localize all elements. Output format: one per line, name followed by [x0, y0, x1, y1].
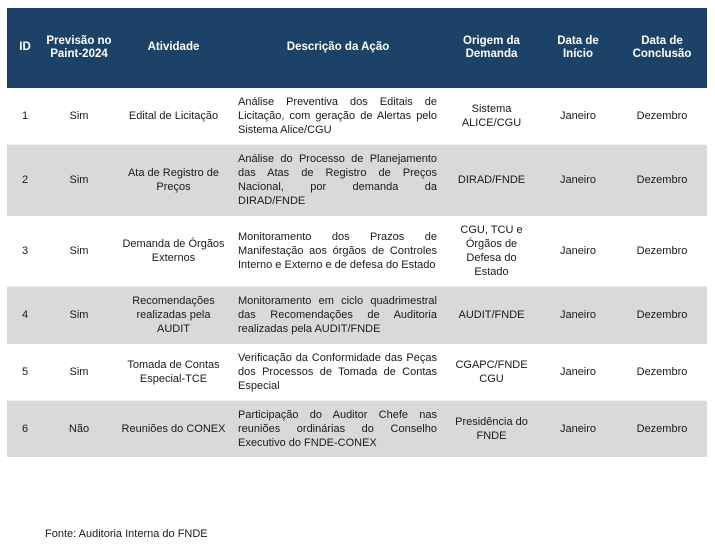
cell-origem: AUDIT/FNDE	[444, 287, 539, 344]
table-header-row	[7, 8, 707, 88]
cell-origem: CGAPC/FNDE CGU	[444, 344, 539, 401]
cell-previsao: Sim	[43, 88, 115, 145]
table-header	[7, 8, 707, 88]
cell-previsao: Sim	[43, 287, 115, 344]
cell-origem: Presidência do FNDE	[444, 401, 539, 458]
cell-origem: CGU, TCU e Órgãos de Defesa do Estado	[444, 216, 539, 287]
cell-origem: Sistema ALICE/CGU	[444, 88, 539, 145]
cell-atividade: Demanda de Órgãos Externos	[115, 216, 232, 287]
paint-activities-table-container	[7, 8, 707, 457]
table-row	[7, 216, 707, 287]
table-body	[7, 88, 707, 457]
cell-previsao: Não	[43, 401, 115, 458]
table-row	[7, 88, 707, 145]
cell-id: 4	[7, 287, 43, 344]
column-header-atividade: Atividade	[115, 8, 232, 88]
cell-conclusao: Dezembro	[617, 216, 707, 287]
cell-inicio: Janeiro	[539, 88, 617, 145]
cell-inicio: Janeiro	[539, 344, 617, 401]
paint-activities-table	[7, 8, 707, 457]
cell-inicio: Janeiro	[539, 216, 617, 287]
cell-inicio: Janeiro	[539, 287, 617, 344]
cell-id: 5	[7, 344, 43, 401]
column-header-conclusao: Data de Conclusão	[617, 8, 707, 88]
cell-previsao: Sim	[43, 216, 115, 287]
cell-descricao: Análise Preventiva dos Editais de Licitação, com geração de Alertas pelo Sistema Alice/CGU	[232, 88, 444, 145]
table-row	[7, 401, 707, 458]
cell-descricao: Verificação da Conformidade das Peças dos Processos de Tomada de Contas Especial	[232, 344, 444, 401]
cell-atividade: Recomendações realizadas pela AUDIT	[115, 287, 232, 344]
cell-conclusao: Dezembro	[617, 145, 707, 216]
column-header-inicio: Data de Início	[539, 8, 617, 88]
cell-descricao: Análise do Processo de Planejamento das Atas de Registro de Preços Nacional, por demanda da DIRAD/FNDE	[232, 145, 444, 216]
table-row	[7, 344, 707, 401]
column-header-id: ID	[7, 8, 43, 88]
cell-id: 2	[7, 145, 43, 216]
column-header-descricao: Descrição da Ação	[232, 8, 444, 88]
cell-inicio: Janeiro	[539, 401, 617, 458]
cell-conclusao: Dezembro	[617, 287, 707, 344]
cell-descricao: Monitoramento dos Prazos de Manifestação aos órgãos de Controles Interno e Externo e de defesa do Estado	[232, 216, 444, 287]
cell-origem: DIRAD/FNDE	[444, 145, 539, 216]
cell-conclusao: Dezembro	[617, 401, 707, 458]
column-header-origem: Origem da Demanda	[444, 8, 539, 88]
cell-atividade: Reuniões do CONEX	[115, 401, 232, 458]
cell-id: 6	[7, 401, 43, 458]
cell-descricao: Participação do Auditor Chefe nas reuniões ordinárias do Conselho Executivo do FNDE-CONEX	[232, 401, 444, 458]
cell-atividade: Ata de Registro de Preços	[115, 145, 232, 216]
cell-conclusao: Dezembro	[617, 344, 707, 401]
cell-previsao: Sim	[43, 344, 115, 401]
column-header-previsao: Previsão no Paint-2024	[43, 8, 115, 88]
table-row	[7, 145, 707, 216]
cell-id: 1	[7, 88, 43, 145]
table-source-note: Fonte: Auditoria Interna do FNDE	[45, 528, 208, 540]
cell-inicio: Janeiro	[539, 145, 617, 216]
cell-previsao: Sim	[43, 145, 115, 216]
cell-atividade: Edital de Licitação	[115, 88, 232, 145]
cell-descricao: Monitoramento em ciclo quadrimestral das Recomendações de Auditoria realizadas pela AUDIT/FNDE	[232, 287, 444, 344]
cell-conclusao: Dezembro	[617, 88, 707, 145]
cell-atividade: Tomada de Contas Especial-TCE	[115, 344, 232, 401]
cell-id: 3	[7, 216, 43, 287]
table-row	[7, 287, 707, 344]
